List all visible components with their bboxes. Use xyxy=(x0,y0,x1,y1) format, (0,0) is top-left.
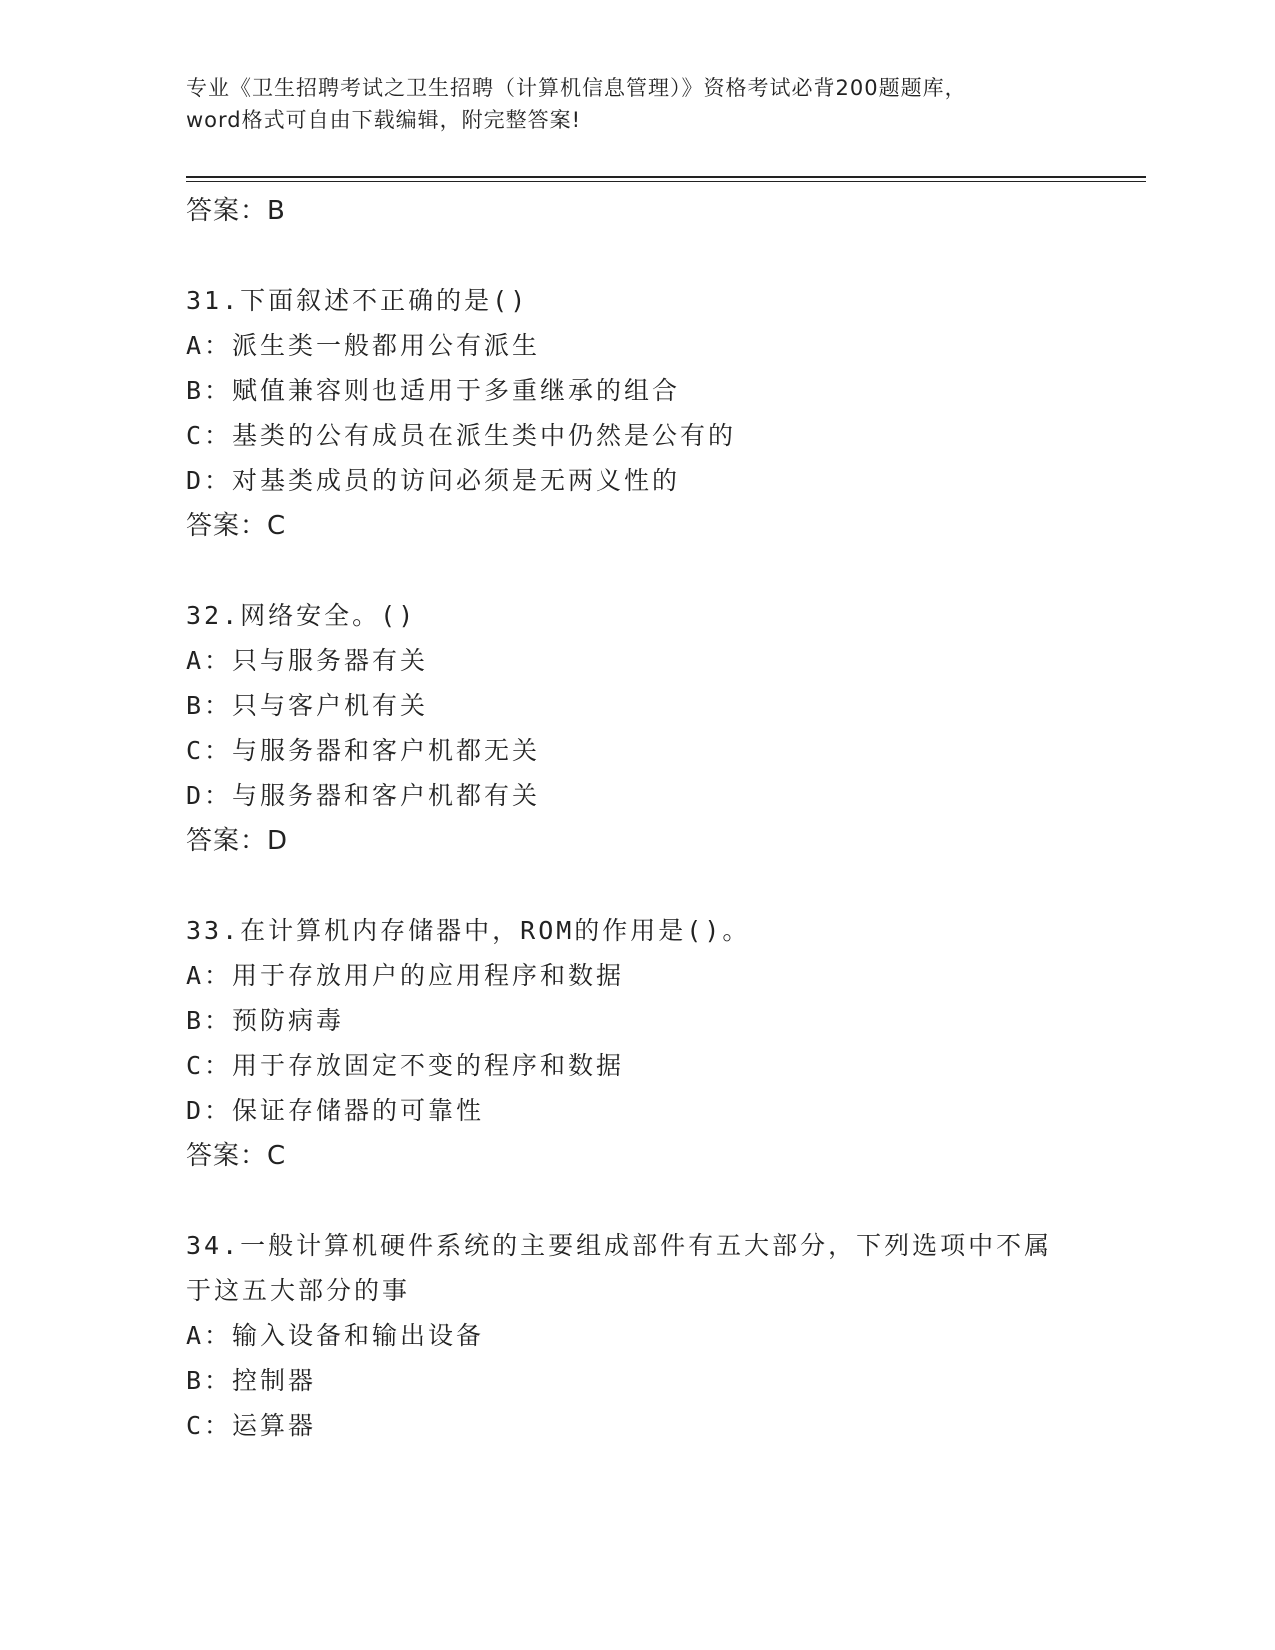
question-stem-line-1: 34.一般计算机硬件系统的主要组成部件有五大部分，下列选项中不属 xyxy=(186,1231,1053,1260)
answer-label: 答案：D xyxy=(186,826,289,856)
header-line-1: 专业《卫生招聘考试之卫生招聘（计算机信息管理）》资格考试必背200题题库， xyxy=(186,76,967,100)
document-header xyxy=(186,72,1086,136)
option-d: D：对基类成员的访问必须是无两义性的 xyxy=(186,466,681,495)
option-c: C：用于存放固定不变的程序和数据 xyxy=(186,1051,625,1080)
option-a: A：只与服务器有关 xyxy=(186,646,429,675)
question-34 xyxy=(186,1223,1086,1448)
header-line-2: word格式可自由下载编辑，附完整答案! xyxy=(186,108,582,132)
question-31 xyxy=(186,278,1086,549)
option-c: C：与服务器和客户机都无关 xyxy=(186,736,541,765)
question-stem-line-2: 于这五大部分的事 xyxy=(186,1276,411,1305)
option-a: A：派生类一般都用公有派生 xyxy=(186,331,541,360)
header-divider-thin xyxy=(186,181,1146,182)
question-list xyxy=(186,188,1086,1448)
option-d: D：保证存储器的可靠性 xyxy=(186,1096,485,1125)
option-a: A：输入设备和输出设备 xyxy=(186,1321,485,1350)
answer-label: 答案：C xyxy=(186,1141,287,1171)
question-stem: 33.在计算机内存储器中，ROM的作用是()。 xyxy=(186,916,751,945)
option-d: D：与服务器和客户机都有关 xyxy=(186,781,541,810)
option-c: C：运算器 xyxy=(186,1411,317,1440)
option-a: A：用于存放用户的应用程序和数据 xyxy=(186,961,625,990)
question-stem: 32.网络安全。() xyxy=(186,601,417,630)
option-b: B：预防病毒 xyxy=(186,1006,345,1035)
option-b: B：只与客户机有关 xyxy=(186,691,429,720)
question-stem: 31.下面叙述不正确的是() xyxy=(186,286,529,315)
question-32 xyxy=(186,593,1086,864)
option-b: B：赋值兼容则也适用于多重继承的组合 xyxy=(186,376,681,405)
option-b: B：控制器 xyxy=(186,1366,317,1395)
option-c: C：基类的公有成员在派生类中仍然是公有的 xyxy=(186,421,737,450)
header-divider-thick xyxy=(186,176,1146,178)
answer-label: 答案：C xyxy=(186,511,287,541)
question-33 xyxy=(186,908,1086,1179)
answer-label: 答案：B xyxy=(186,196,286,226)
